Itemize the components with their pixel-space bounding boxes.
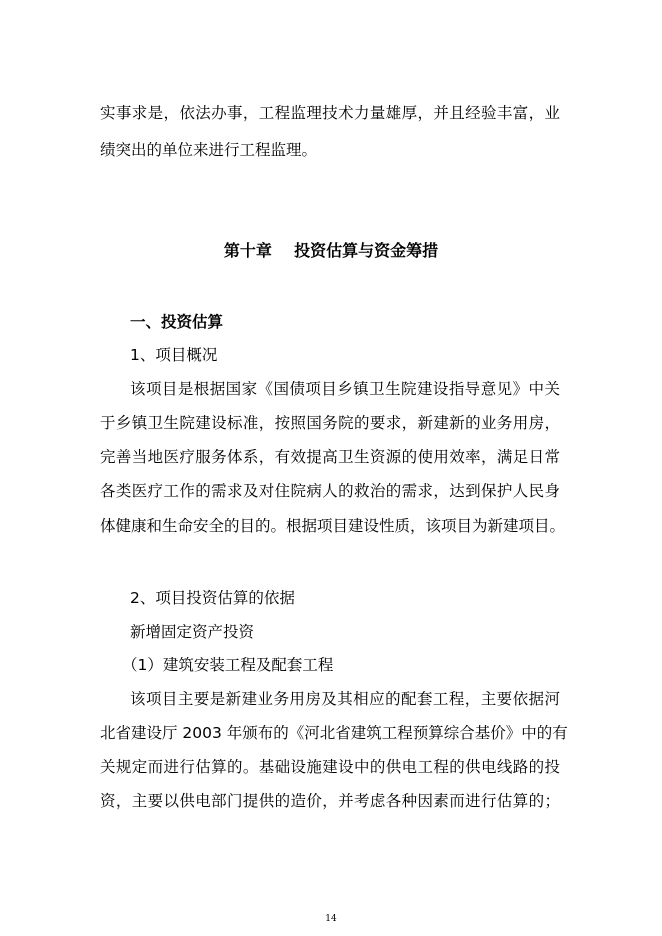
item-fixed-assets: 新增固定资产投资 [130,623,255,641]
item-construction: （1）建筑安装工程及配套工程 [122,656,334,674]
para-2-line-2: 北省建设厅 2003 年颁布的《河北省建筑工程预算综合基价》中的有 [100,724,568,742]
para-2-line-1: 该项目主要是新建业务用房及其相应的配套工程，主要依据河 [130,690,560,708]
para-2-line-4: 资，主要以供电部门提供的造价，并考虑各种因素而进行估算的； [100,792,560,810]
para-2-line-3: 关规定而进行估算的。基础设施建设中的供电工程的供电线路的投 [100,758,560,776]
page-number: 14 [325,914,337,924]
subsection-title-1: 1、项目概况 [130,346,218,364]
section-title: 一、投资估算 [130,313,224,331]
intro-line-2: 绩突出的单位来进行工程监理。 [100,141,318,159]
subsection-title-2: 2、项目投资估算的依据 [130,589,295,607]
para-1-line-5: 体健康和生命安全的目的。根据项目建设性质，该项目为新建项目。 [100,517,566,535]
para-1-line-1: 该项目是根据国家《国债项目乡镇卫生院建设指导意见》中关 [130,380,560,398]
chapter-title: 第十章 投资估算与资金筹措 [223,241,439,260]
para-1-line-3: 完善当地医疗服务体系，有效提高卫生资源的使用效率，满足日常 [100,448,560,466]
para-1-line-4: 各类医疗工作的需求及对住院病人的救治的需求，达到保护人民身 [100,482,560,500]
para-1-line-2: 于乡镇卫生院建设标准，按照国务院的要求，新建新的业务用房， [100,414,560,432]
intro-line-1: 实事求是，依法办事，工程监理技术力量雄厚，并且经验丰富，业 [100,104,560,122]
